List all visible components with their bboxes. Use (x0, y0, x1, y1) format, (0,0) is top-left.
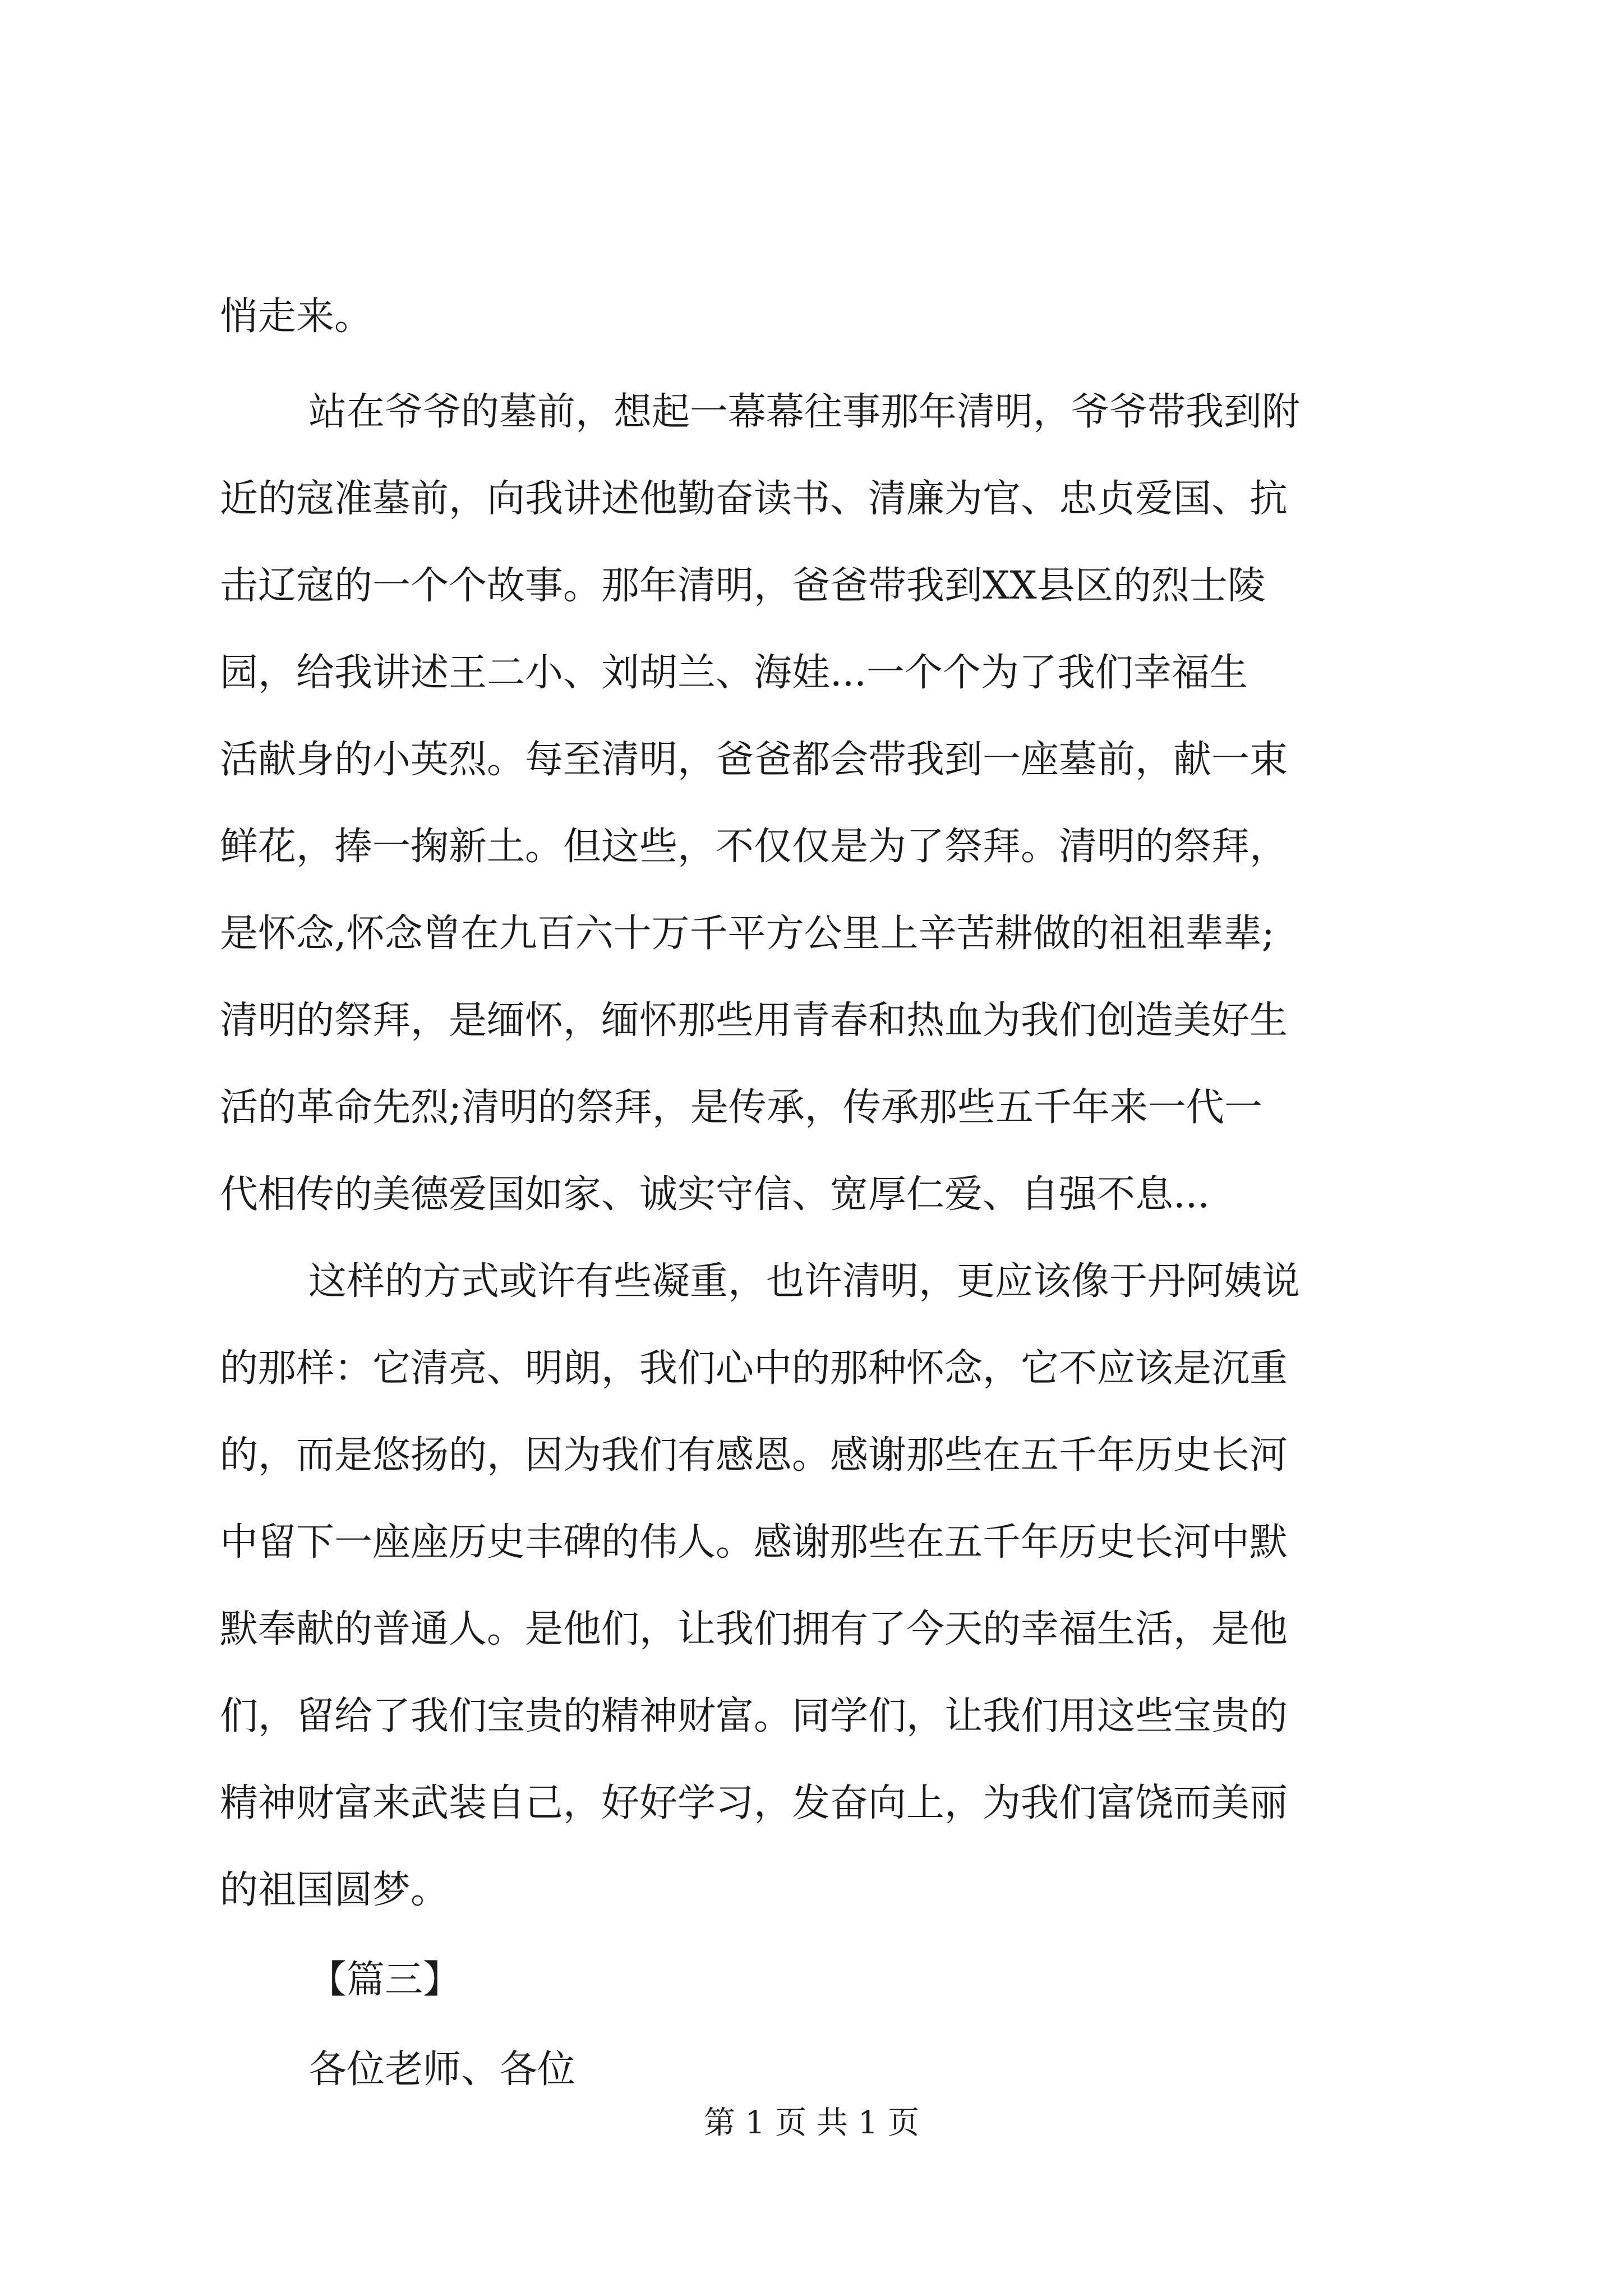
text-line: 这样的方式或许有些凝重，也许清明，更应该像于丹阿姨说 (308, 1259, 1301, 1304)
text-line: 近的寇准墓前，向我讲述他勤奋读书、清廉为官、忠贞爱国、抗 (220, 477, 1288, 521)
text-line: 中留下一座座历史丰碑的伟人。感谢那些在五千年历史长河中默 (220, 1520, 1288, 1565)
text-line: 是怀念,怀念曾在九百六十万千平方公里上辛苦耕做的祖祖辈辈; (220, 912, 1275, 956)
text-line: 代相传的美德爱国如家、诚实守信、宽厚仁爱、自强不息... (220, 1172, 1210, 1217)
text-line: 各位老师、各位 (308, 2047, 576, 2092)
text-line: 活献身的小英烈。每至清明，爸爸都会带我到一座墓前，献一束 (220, 738, 1288, 782)
text-line: 精神财富来武装自己，好好学习，发奋向上，为我们富饶而美丽 (220, 1781, 1288, 1825)
text-line: 悄走来。 (220, 295, 373, 339)
text-line: 活的革命先烈;清明的祭拜，是传承，传承那些五千年来一代一 (220, 1085, 1262, 1130)
text-line: 的祖国圆梦。 (220, 1868, 449, 1912)
text-line: 园，给我讲述王二小、刘胡兰、海娃...一个个为了我们幸福生 (220, 651, 1248, 695)
text-line: 击辽寇的一个个故事。那年清明，爸爸带我到XX县区的烈士陵 (220, 564, 1266, 608)
section-heading: 【篇三】 (308, 1958, 462, 2002)
text-line: 默奉献的普通人。是他们，让我们拥有了今天的幸福生活，是他 (220, 1607, 1288, 1651)
text-line: 清明的祭拜，是缅怀，缅怀那些用青春和热血为我们创造美好生 (220, 999, 1288, 1043)
text-line: 的，而是悠扬的，因为我们有感恩。感谢那些在五千年历史长河 (220, 1433, 1288, 1478)
text-line: 鲜花，捧一掬新土。但这些，不仅仅是为了祭拜。清明的祭拜， (220, 825, 1288, 869)
text-line: 站在爷爷的墓前，想起一幕幕往事那年清明，爷爷带我到附 (308, 390, 1301, 434)
text-line: 们，留给了我们宝贵的精神财富。同学们，让我们用这些宝贵的 (220, 1694, 1288, 1738)
page-footer: 第 1 页 共 1 页 (703, 2105, 920, 2141)
text-line: 的那样：它清亮、明朗，我们心中的那种怀念，它不应该是沉重 (220, 1346, 1288, 1391)
